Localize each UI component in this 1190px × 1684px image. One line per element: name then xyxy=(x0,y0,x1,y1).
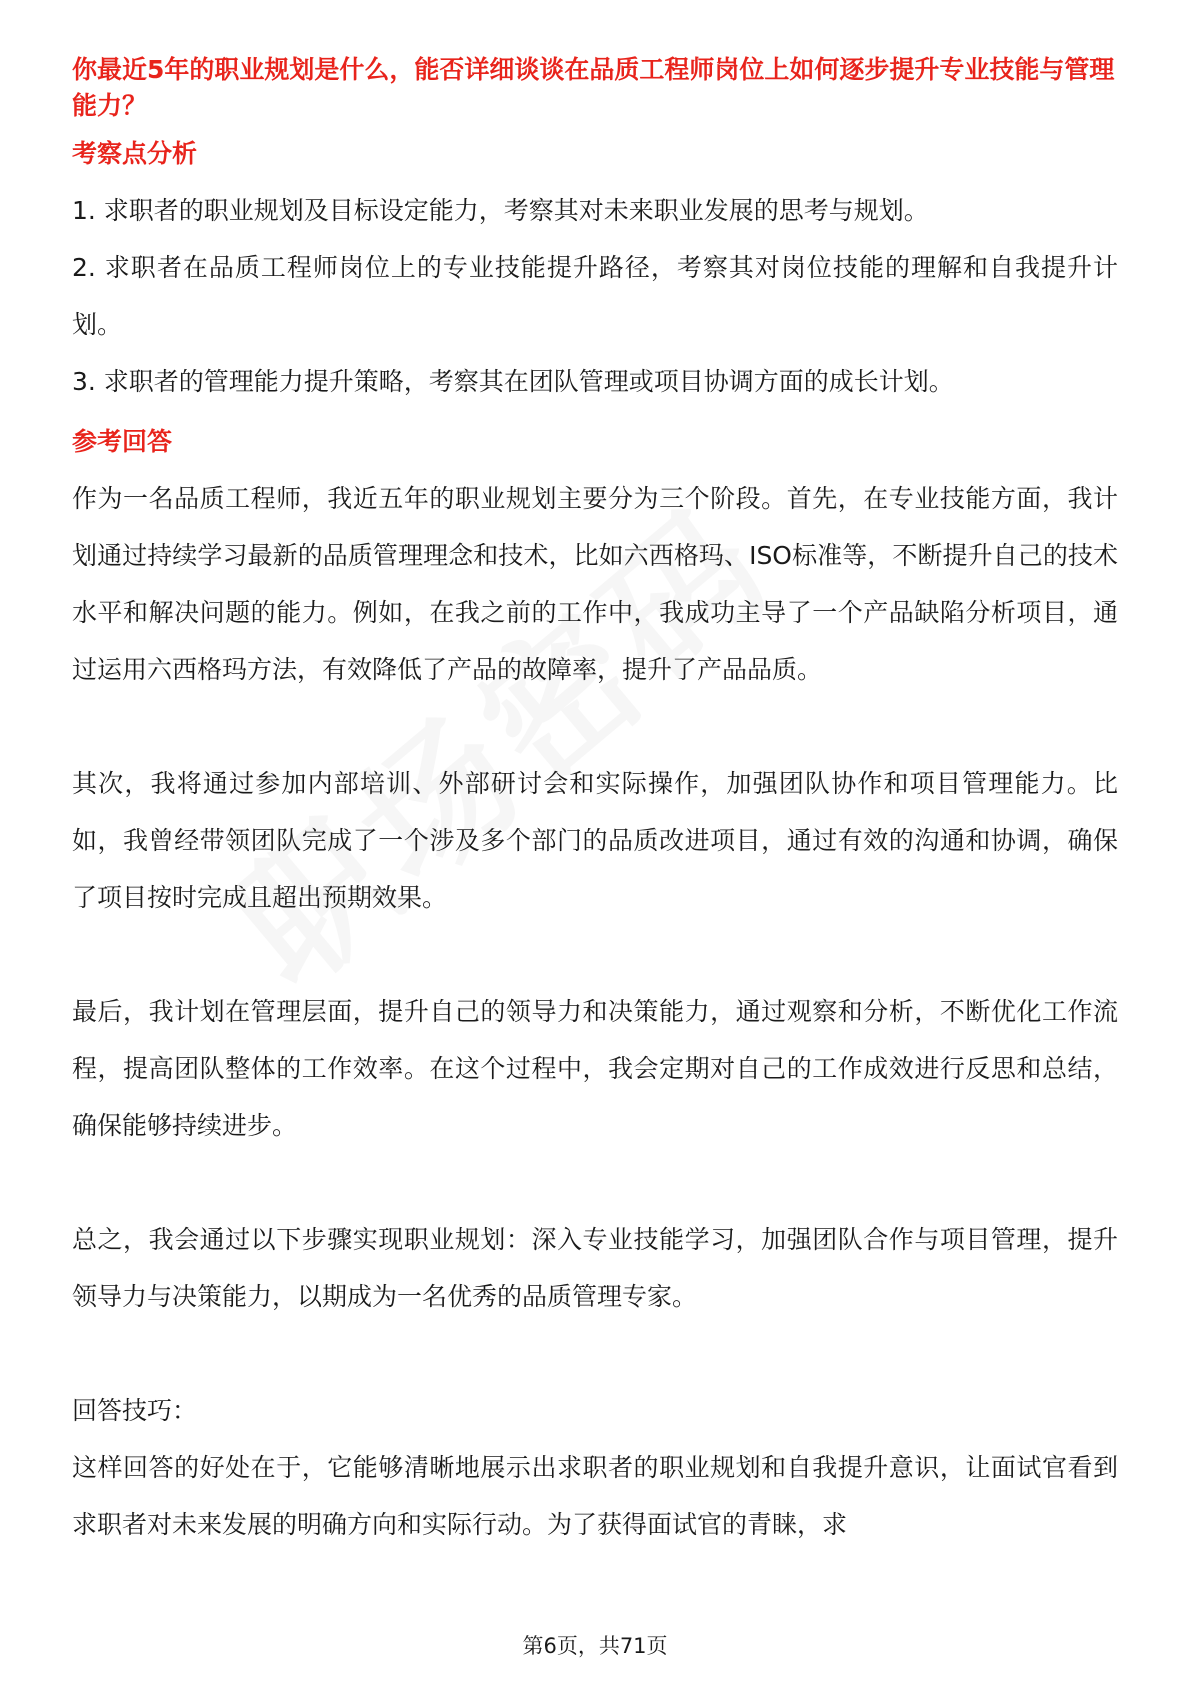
tips-text: 这样回答的好处在于，它能够清晰地展示出求职者的职业规划和自我提升意识，让面试官看到求职者对未来发展的明确方向和实际行动。为了获得面试官的青睐，求 xyxy=(72,1453,1118,1539)
document-content xyxy=(72,52,1118,1553)
question-title: 你最近5年的职业规划是什么，能否详细谈谈在品质工程师岗位上如何逐步提升专业技能与管理能力？ xyxy=(72,55,1115,120)
answer-heading: 参考回答 xyxy=(72,427,173,456)
answer-paragraph-1: 作为一名品质工程师，我近五年的职业规划主要分为三个阶段。首先，在专业技能方面，我计划通过持续学习最新的品质管理理念和技术，比如六西格玛、ISO标准等，不断提升自己的技术水平和解决问题的能力。例如，在我之前的工作中，我成功主导了一个产品缺陷分析项目，通过运用六西格玛方法，有效降低了产品的故障率，提升了产品品质。 xyxy=(72,484,1118,684)
tips-heading: 回答技巧： xyxy=(72,1396,198,1425)
answer-paragraph-2: 其次，我将通过参加内部培训、外部研讨会和实际操作，加强团队协作和项目管理能力。比如，我曾经带领团队完成了一个涉及多个部门的品质改进项目，通过有效的沟通和协调，确保了项目按时完成且超出预期效果。 xyxy=(72,769,1118,912)
analysis-item-3: 3. 求职者的管理能力提升策略，考察其在团队管理或项目协调方面的成长计划。 xyxy=(72,367,954,396)
answer-paragraph-4: 总之，我会通过以下步骤实现职业规划：深入专业技能学习，加强团队合作与项目管理，提升领导力与决策能力，以期成为一名优秀的品质管理专家。 xyxy=(72,1225,1118,1311)
page-number: 第6页，共71页 xyxy=(522,1634,668,1658)
answer-paragraph-3: 最后，我计划在管理层面，提升自己的领导力和决策能力，通过观察和分析，不断优化工作流程，提高团队整体的工作效率。在这个过程中，我会定期对自己的工作成效进行反思和总结，确保能够持续进步。 xyxy=(72,997,1118,1140)
analysis-heading: 考察点分析 xyxy=(72,139,198,168)
analysis-item-1: 1. 求职者的职业规划及目标设定能力，考察其对未来职业发展的思考与规划。 xyxy=(72,196,929,225)
analysis-item-2: 2. 求职者在品质工程师岗位上的专业技能提升路径，考察其对岗位技能的理解和自我提升计划。 xyxy=(72,253,1118,339)
